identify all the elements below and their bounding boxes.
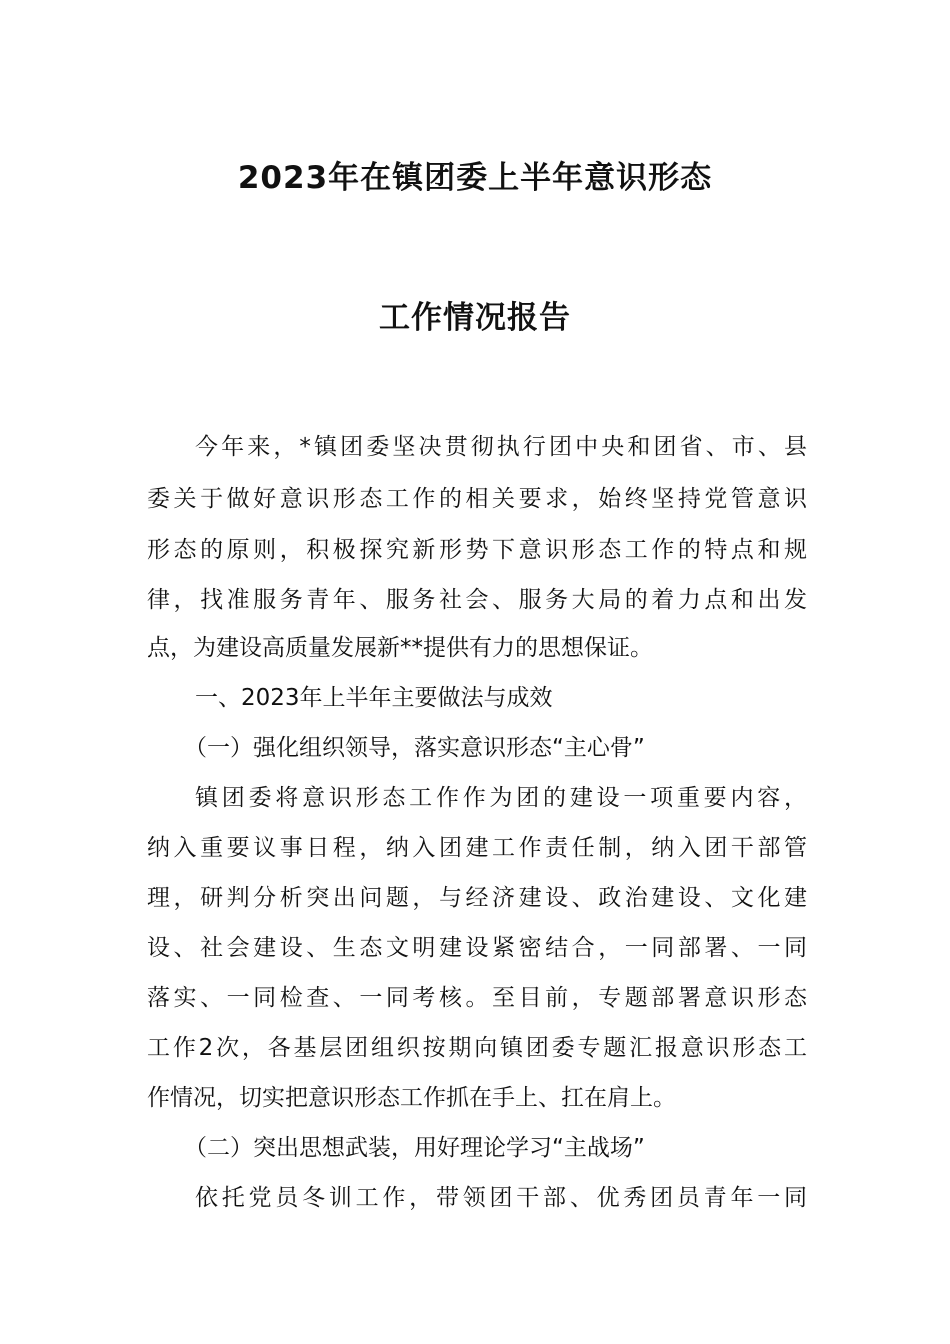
paragraph-section1-line: 理，研判分析突出问题，与经济建设、政治建设、文化建: [147, 885, 807, 911]
paragraph-intro-line: 今年来，*镇团委坚决贯彻执行团中央和团省、市、县: [195, 434, 807, 460]
paragraph-intro-line: 律，找准服务青年、服务社会、服务大局的着力点和出发: [147, 587, 807, 613]
paragraph-section1-line: 工作2次，各基层团组织按期向镇团委专题汇报意识形态工: [147, 1035, 807, 1061]
paragraph-section1-line: 作情况，切实把意识形态工作抓在手上、扛在肩上。: [147, 1085, 676, 1111]
document-title-line-2: 工作情况报告: [379, 300, 571, 336]
paragraph-intro-line: 委关于做好意识形态工作的相关要求，始终坚持党管意识: [147, 486, 807, 512]
document-title-line-1: 2023年在镇团委上半年意识形态: [237, 160, 713, 196]
subsection-heading-1: （一）强化组织领导，落实意识形态“主心骨”: [184, 735, 645, 761]
paragraph-section1-line: 设、社会建设、生态文明建设紧密结合，一同部署、一同: [147, 935, 807, 961]
paragraph-section1-line: 纳入重要议事日程，纳入团建工作责任制，纳入团干部管: [147, 835, 807, 861]
section-heading-1: 一、2023年上半年主要做法与成效: [195, 685, 553, 711]
paragraph-section1-line: 镇团委将意识形态工作作为团的建设一项重要内容，: [195, 785, 807, 811]
paragraph-intro-line: 形态的原则，积极探究新形势下意识形态工作的特点和规: [147, 537, 807, 563]
paragraph-intro-line: 点，为建设高质量发展新**提供有力的思想保证。: [147, 635, 653, 661]
paragraph-section2-line: 依托党员冬训工作，带领团干部、优秀团员青年一同: [195, 1185, 807, 1211]
paragraph-section1-line: 落实、一同检查、一同考核。至目前，专题部署意识形态: [147, 985, 807, 1011]
subsection-heading-2: （二）突出思想武装，用好理论学习“主战场”: [184, 1135, 645, 1161]
